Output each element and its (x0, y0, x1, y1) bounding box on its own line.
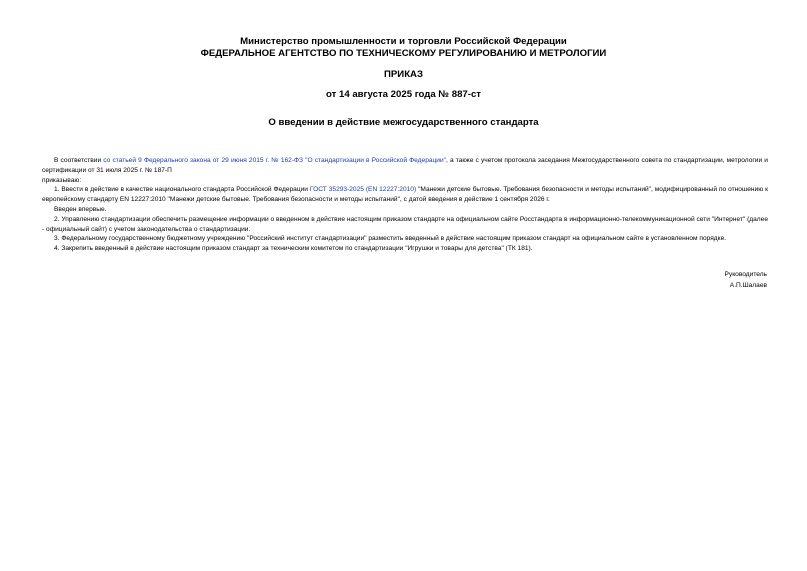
document-subject: О введении в действие межгосударственного стандарта (268, 117, 539, 128)
federal-law-link[interactable]: со статьей 9 Федерального закона от 29 июня 2015 г. № 162-ФЗ "О стандартизации в Российской Федерации" (103, 157, 447, 164)
paragraph-item-2: 2. Управлению стандартизации обеспечить размещение информации о введенном в действие настоящим приказом стандарте на официальном сайте Росстандарта в информационно-телекоммуникационной сети "Интернет" (далее - официальный сайт) с учетом законодательства о стандартизации. (42, 215, 768, 233)
document-type: ПРИКАЗ (384, 69, 423, 80)
ministry-name: Министерство промышленности и торговли Российской Федерации (240, 36, 567, 47)
paragraph-item-1 (42, 185, 768, 205)
paragraph-introduced-first: Введен впервые. (54, 205, 107, 213)
preamble-start: В соответствии (54, 157, 104, 164)
signatory-role: Руководитель (724, 271, 767, 278)
document-date-number: от 14 августа 2025 года № 887-ст (326, 89, 481, 100)
item-1-start: 1. Ввести в действие в качестве национального стандарта Российской Федерации (54, 186, 310, 194)
agency-name: ФЕДЕРАЛЬНОЕ АГЕНТСТВО ПО ТЕХНИЧЕСКОМУ РЕГУЛИРОВАНИЮ И МЕТРОЛОГИИ (200, 48, 607, 59)
gost-standard-link[interactable]: ГОСТ 35293-2025 (EN 12227:2010) (309, 186, 417, 194)
document-body (42, 156, 768, 254)
signature-block (725, 270, 767, 291)
paragraph-item-4: 4. Закрепить введенный в действие настоящим приказом стандарт за техническим комитетом по стандартизации "Игрушки и товары для детства" (ТК 181). (54, 245, 533, 253)
signatory-name: А.П.Шалаев (729, 281, 767, 289)
paragraph-preamble (42, 156, 768, 176)
item-1-end: "Манежи детские бытовые. Требования безопасности и методы испытаний", модифицированный по отношению к европейскому стандарту EN 12227:2010 "Манежи детские бытовые. Требования безопасности и методы испытаний", с датой введения в действие 1 сентября 2026 г. (42, 186, 769, 204)
preamble-end: , а также с учетом протокола заседания Межгосударственного совета по стандартизации, метрологии и сертификации от 31 июля 2025 г. № 187-П (42, 157, 768, 174)
order-word: приказываю: (42, 176, 82, 184)
paragraph-item-3: 3. Федеральному государственному бюджетному учреждению "Российский институт стандартизации" разместить введенный в действие настоящим приказом стандарт на официальном сайте в установленном порядке. (54, 235, 727, 243)
